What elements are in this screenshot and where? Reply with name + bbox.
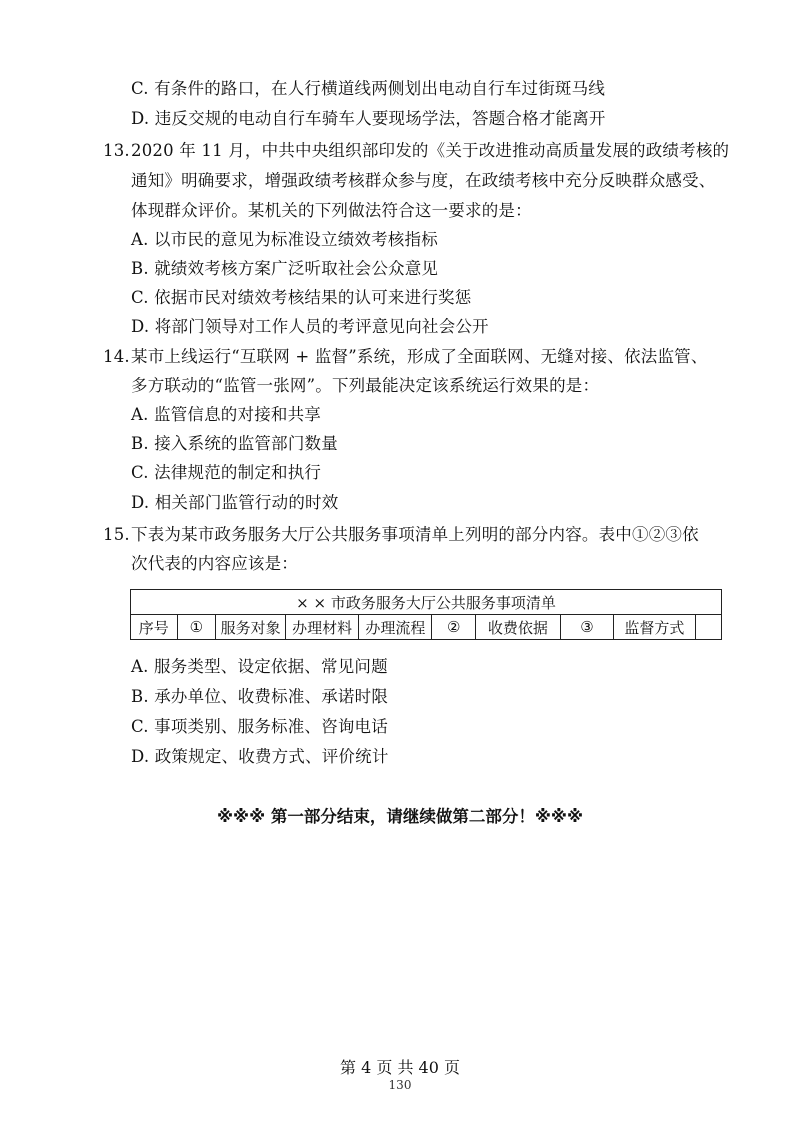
prev-option-d: D. 违反交规的电动自行车骑车人要现场学法，答题合格才能离开 <box>131 109 606 128</box>
q14-option-a: A. 监管信息的对接和共享 <box>131 405 322 424</box>
q14-option-b: B. 接入系统的监管部门数量 <box>131 434 338 453</box>
header-cell: ③ <box>560 615 613 640</box>
header-cell: 序号 <box>131 615 178 640</box>
q15-option-a: A. 服务类型、设定依据、常见问题 <box>131 657 388 676</box>
header-cell-empty <box>695 615 721 640</box>
header-cell: ① <box>177 615 216 640</box>
q15-stem-line1: 下表为某市政务服务大厅公共服务事项清单上列明的部分内容。表中①②③依 <box>131 525 699 544</box>
q14-stem-line2: 多方联动的“监管一张网”。下列最能决定该系统运行效果的是： <box>131 376 600 395</box>
q15-option-c: C. 事项类别、服务标准、咨询电话 <box>131 717 388 736</box>
header-cell: 收费依据 <box>476 615 561 640</box>
q15-number: 15. <box>103 525 130 544</box>
q14-stem-line1: 某市上线运行“互联网 + 监督”系统，形成了全面联网、无缝对接、依法监管、 <box>131 347 708 366</box>
q13-stem-line1: 2020 年 11 月，中共中央组织部印发的《关于改进推动高质量发展的政绩考核的 <box>131 141 730 160</box>
q13-option-c: C. 依据市民对绩效考核结果的认可来进行奖惩 <box>131 288 472 307</box>
q13-option-b: B. 就绩效考核方案广泛听取社会公众意见 <box>131 259 439 278</box>
q14-option-d: D. 相关部门监管行动的时效 <box>131 493 339 512</box>
q13-stem-line2: 通知》明确要求，增强政绩考核群众参与度，在政绩考核中充分反映群众感受、 <box>131 171 716 190</box>
header-cell: 办理流程 <box>359 615 432 640</box>
q15-stem-line2: 次代表的内容应该是： <box>131 554 298 573</box>
q13-option-a: A. 以市民的意见为标准设立绩效考核指标 <box>131 230 438 249</box>
part-end-notice: ※※※ 第一部分结束，请继续做第二部分！※※※ <box>217 807 583 826</box>
table-header-row <box>131 615 722 640</box>
q14-option-c: C. 法律规范的制定和执行 <box>131 463 322 482</box>
q14-number: 14. <box>103 347 130 366</box>
service-list-table <box>130 589 722 640</box>
header-cell: 监督方式 <box>614 615 695 640</box>
q13-stem-line3: 体现群众评价。某机关的下列做法符合这一要求的是： <box>131 201 532 220</box>
table-title: × × 市政务服务大厅公共服务事项清单 <box>131 590 722 615</box>
sheet-number: 130 <box>388 1078 412 1092</box>
page-number: 第 4 页 共 40 页 <box>340 1058 460 1077</box>
header-cell: ② <box>432 615 476 640</box>
q13-number: 13. <box>103 141 130 160</box>
q13-option-d: D. 将部门领导对工作人员的考评意见向社会公开 <box>131 317 489 336</box>
header-cell: 服务对象 <box>216 615 286 640</box>
q15-option-d: D. 政策规定、收费方式、评价统计 <box>131 747 389 766</box>
prev-option-c: C. 有条件的路口，在人行横道线两侧划出电动自行车过街斑马线 <box>131 79 606 98</box>
q15-option-b: B. 承办单位、收费标准、承诺时限 <box>131 687 389 706</box>
header-cell: 办理材料 <box>286 615 359 640</box>
